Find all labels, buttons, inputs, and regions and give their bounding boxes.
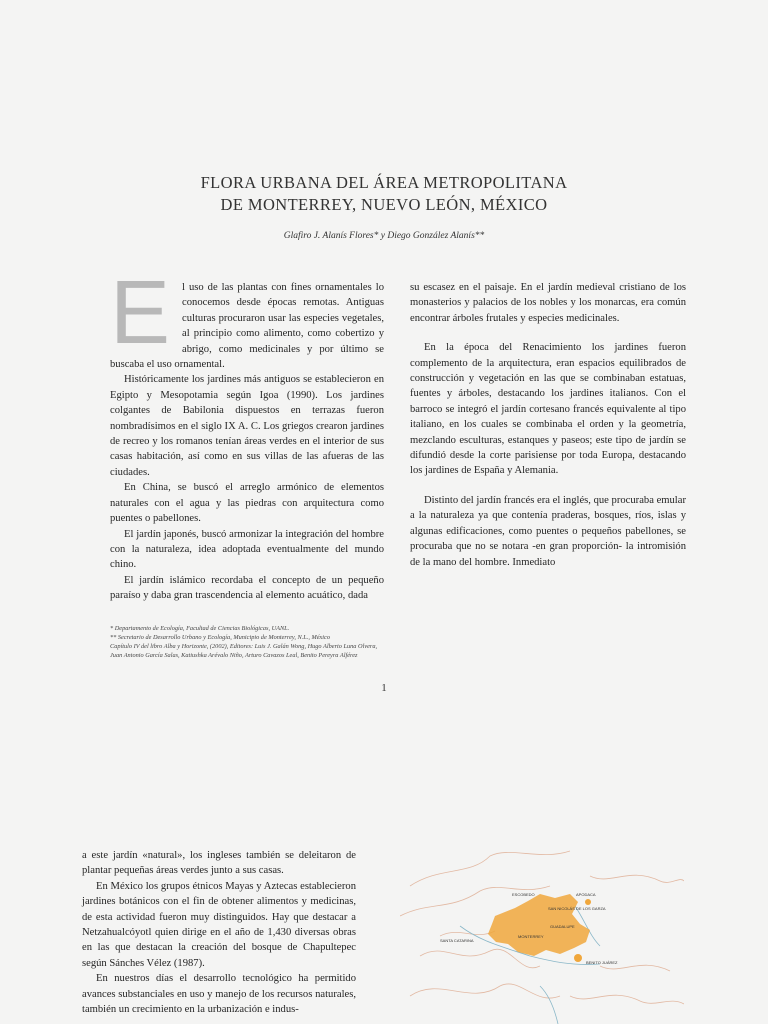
apodaca-area xyxy=(585,899,591,905)
label-guadalupe: GUADALUPE xyxy=(550,924,575,929)
paragraph-japan: El jardín japonés, buscó armonizar la integración del hombre con la naturaleza, idea adoptada eventualmente del mundo chino. xyxy=(110,528,384,571)
label-juarez: BENITO JUÁREZ xyxy=(586,960,618,965)
page-number: 1 xyxy=(381,682,387,694)
article-title xyxy=(0,172,768,216)
title-line-1: FLORA URBANA DEL ÁREA METROPOLITANA xyxy=(200,173,568,192)
label-escobedo: ESCOBEDO xyxy=(512,892,535,897)
metro-map xyxy=(400,846,684,1024)
footnotes xyxy=(110,624,670,660)
paragraph-english: Distinto del jardín francés era el inglés, que procuraba emular a la naturaleza ya que contenía praderas, bosques, ríos, islas y algunas edificaciones, como puentes o pequeños pabellones, se procuraba que no se notara -en gran proporción- la intromisión de la mano del hombre. Inmediato xyxy=(410,494,686,568)
title-line-2: DE MONTERREY, NUEVO LEÓN, MÉXICO xyxy=(220,195,548,214)
authors: Glafiro J. Alanís Flores* y Diego González Alanís** xyxy=(283,231,485,241)
footnote-4: Juan Antonio García Salas, Katiushka Arévalo Niño, Arturo Cavazos Leal, Benito Pereyra Alférez xyxy=(110,652,358,659)
urban-area xyxy=(488,894,590,956)
paragraph-mexico: En México los grupos étnicos Mayas y Aztecas establecieron jardines botánicos con el fin de obtener alimentos y medicinas, de esta actividad fueron muy distinguidos. Hay que destacar a Netzahualcóyotl quien dirige en el año de 1,430 diversas obras en las que destacan la creación del bosque de Chapultepec según Sánches Vélez (1987). xyxy=(82,880,356,969)
footnote-2: ** Secretario de Desarrollo Urbano y Ecología, Municipio de Monterrey, N.L., México xyxy=(110,634,330,641)
footnote-1: * Departamento de Ecología, Facultad de Ciencias Biológicas, UANL. xyxy=(110,625,290,632)
paragraph-history: Históricamente los jardines más antiguos se establecieron en Egipto y Mesopotamia según Igoa (1990). Los jardines colgantes de Babilonia dispuestos en terrazas fueron nombradísimos en el siglo IX A. C. Los griegos crearon jardines de recreo y los romanos tenían áreas verdes en el interior de sus casas habitación, así como en sus villas de las afueras de las ciudades. xyxy=(110,374,384,478)
paragraph-china: En China, se buscó el arreglo armónico de elementos naturales con el agua y las piedras con arquitectura como puentes o pabellones. xyxy=(110,482,384,525)
footnote-3: Capítulo IV del libro Alba y Horizonte, (2002), Editores: Luis J. Galán Wong, Hugo Alberto Luna Olvera, xyxy=(110,643,378,650)
column-page2 xyxy=(82,848,356,1017)
label-monterrey: MONTERREY xyxy=(518,934,544,939)
paragraph-today: En nuestros días el desarrollo tecnológico ha permitido avances substanciales en uso y manejo de los recursos naturales, también un crecimiento en la urbanización e indus- xyxy=(82,973,356,1016)
column-left xyxy=(110,263,384,604)
label-santa-catarina: SANTA CATARINA xyxy=(440,938,474,943)
juarez-area xyxy=(574,954,582,962)
paragraph-medieval: su escasez en el paisaje. En el jardín medieval cristiano de los monasterios y palacios de los nobles y los monarcas, era común encontrar árboles frutales y especies medicinales. xyxy=(410,282,686,324)
intro-text: l uso de las plantas con fines ornamentales lo conocemos desde épocas remotas. Antiguas culturas procuraron usar las especies vegetales, al principio como alimento, como cobertizo y abrigo, como medicinales y por último se buscaba el uso ornamental. xyxy=(110,282,384,371)
paragraph-intro xyxy=(110,263,384,372)
paragraph-renaissance: En la época del Renacimiento los jardines fueron complemento de la arquitectura, eran espacios equilibrados de construcción y vegetación en las que se combinaban estatuas, fuentes y árboles, destacando los jardines italianos. Con el barroco se integró el jardín cortesano francés equivalente al tipo italiano, en los cuales se combinaba el orden y la geometría, mezclando esculturas, estanques y paseos; este tipo de jardín se difundió desde la corte parisiense por toda Europa, destacando los jardines de España y Alemania. xyxy=(410,342,686,477)
drop-cap: E xyxy=(110,263,171,363)
column-right xyxy=(410,280,686,570)
label-san-nicolas: SAN NICOLÁS DE LOS GARZA xyxy=(548,906,606,911)
paragraph-islamic: El jardín islámico recordaba el concepto de un pequeño paraíso y daba gran trascendencia al elemento acuático, dada xyxy=(110,574,384,602)
paragraph-natural: a este jardín «natural», los ingleses también se deleitaron de plantar pequeñas áreas verdes junto a sus casas. xyxy=(82,850,356,877)
label-apodaca: APODACA xyxy=(576,892,596,897)
